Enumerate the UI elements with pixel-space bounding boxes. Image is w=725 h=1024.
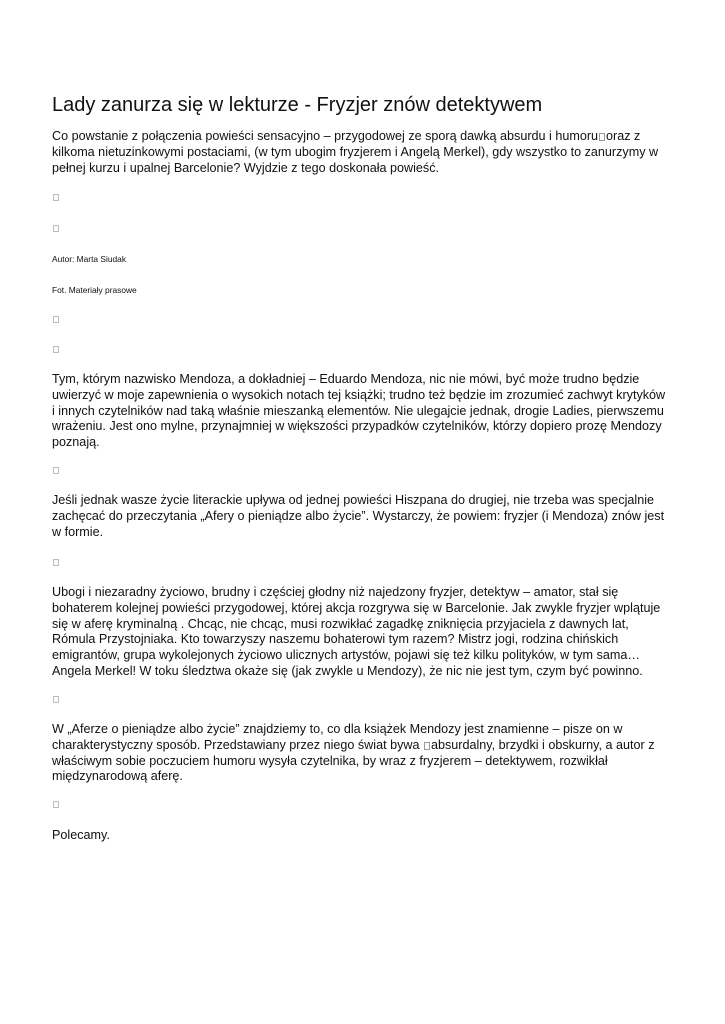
missing-image-placeholder-icon	[53, 316, 59, 323]
lead-text-part2: oraz z kilkoma nietuzinkowymi postaciami, (w tym ubogim fryzjerem i Angelą Merkel), gdy wszystko to zanurzymy w pełnej kurzu i upalnej Barcelonie? Wyjdzie z tego doskonała powieść.	[52, 129, 659, 175]
closing-line: Polecamy.	[52, 828, 110, 842]
missing-image-placeholder-icon	[53, 696, 59, 703]
missing-glyph-icon	[599, 133, 605, 141]
paragraph-4-text-part1: W „Aferze o pieniądze albo życie” znajdziemy to, co dla książek Mendozy jest znamienne – pisze on w charakterystyczny sposób. Przedstawiany przez niego świat bywa	[52, 722, 623, 752]
body-paragraph-3: Ubogi i niezaradny życiowo, brudny i częściej głodny niż najedzony fryzjer, detektyw – amator, stał się bohaterem kolejnej powieści przygodowej, której akcja rozgrywa się w Barcelonie. Jak zwykle fryzjer wplątuje się w aferę kryminalną . Chcąc, nie chcąc, musi rozwikłać zagadkę zniknięcia przyjaciela z dawnych lat, Rómula Przystojniaka. Kto towarzyszy naszemu bohaterowi tym razem? Mistrz jogi, rodzina chińskich emigrantów, grupa wykolejonych życiowo ulicznych artystów, pojawi się też kilku polityków, w tym sama… Angela Merkel! W toku śledztwa okaże się (jak zwykle u Mendozy), że nic nie jest tym, czym być powinno.	[52, 585, 661, 678]
missing-image-placeholder-icon	[53, 801, 59, 808]
article-lead	[52, 129, 667, 176]
missing-image-placeholder-icon	[53, 346, 59, 353]
paragraph-4-text-part2: absurdalny, brzydki i obskurny, a autor z właściwym sobie poczuciem humoru wysyła czytelnika, by wraz z fryzjerem – detektywem, rozwikłał międzynarodową aferę.	[52, 737, 655, 784]
missing-glyph-icon	[424, 742, 430, 750]
lead-text-part1: Co powstanie z połączenia powieści sensacyjno – przygodowej ze sporą dawką absurdu i humoru	[52, 129, 599, 143]
author-credit: Autor: Marta Siudak	[52, 254, 127, 264]
missing-image-placeholder-icon	[53, 559, 59, 566]
missing-image-placeholder-icon	[53, 467, 59, 474]
article-title: Lady zanurza się w lekturze - Fryzjer znów detektywem	[52, 94, 543, 116]
body-paragraph-4	[52, 722, 667, 785]
missing-image-placeholder-icon	[53, 225, 59, 232]
body-paragraph-1: Tym, którym nazwisko Mendoza, a dokładniej – Eduardo Mendoza, nic nie mówi, być może trudno będzie uwierzyć w moje zapewnienia o wysokich notach tej książki; trudno też będzie im zrozumieć zachwyt krytyków i innych czytelników nad taką właśnie mieszanką elementów. Nie ulegajcie jednak, drogie Ladies, pierwszemu wrażeniu. Jest ono mylne, przynajmniej w większości przypadków czytelników, którzy dopiero prozę Mendozy poznają.	[52, 372, 666, 450]
missing-image-placeholder-icon	[53, 194, 59, 201]
body-paragraph-2: Jeśli jednak wasze życie literackie upływa od jednej powieści Hiszpana do drugiej, nie trzeba was specjalnie zachęcać do przeczytania „Afery o pieniądze albo życie”. Wystarczy, że powiem: fryzjer (i Mendoza) znów jest w formie.	[52, 493, 665, 539]
photo-credit: Fot. Materiały prasowe	[52, 285, 137, 295]
